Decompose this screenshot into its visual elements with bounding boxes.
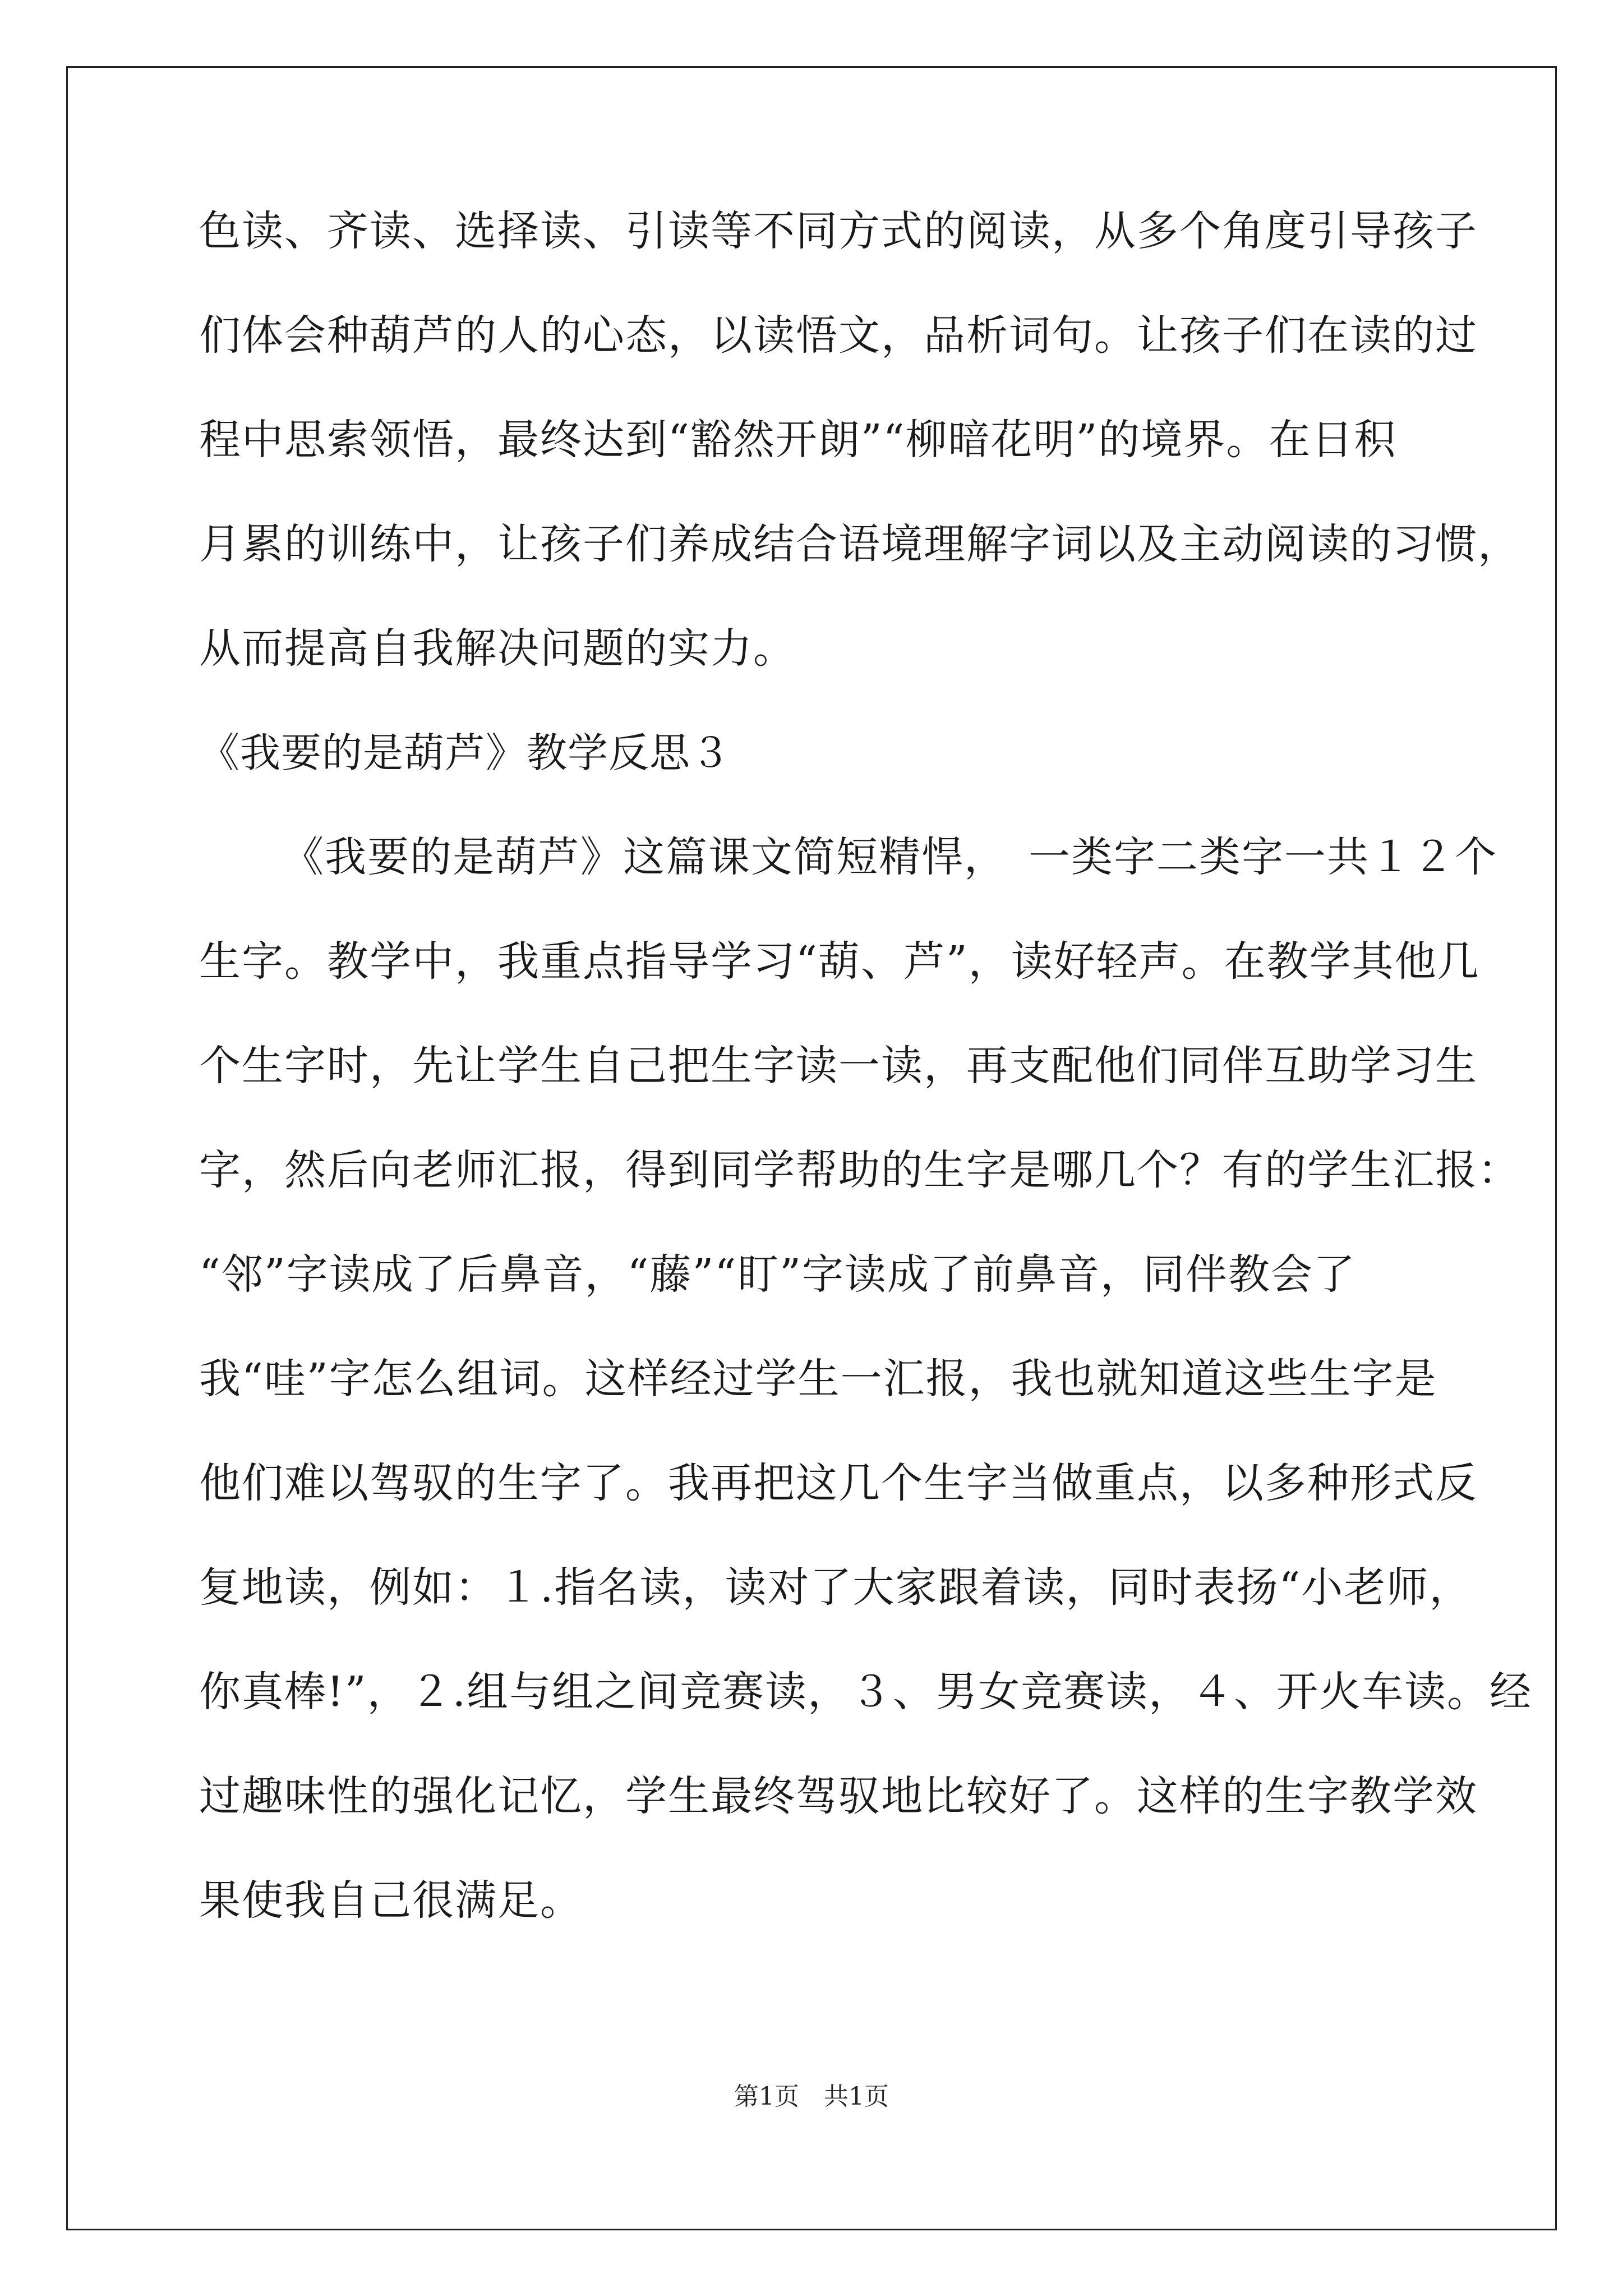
paragraph-line: 从而提高自我解决问题的实力。 — [199, 624, 796, 673]
paragraph-line: 他们难以驾驭的生字了。我再把这几个生字当做重点，以多种形式反 — [199, 1459, 1478, 1507]
paragraph-line: 月累的训练中，让孩子们养成结合语境理解字词以及主动阅读的习惯， — [199, 520, 1520, 568]
paragraph-line: 我“哇”字怎么组词。这样经过学生一汇报，我也就知道这些生字是 — [199, 1355, 1437, 1403]
paragraph-line: 色读、齐读、选择读、引读等不同方式的阅读，从多个角度引导孩子 — [199, 207, 1478, 255]
page-number-footer: 第1页 共1页 — [734, 2082, 889, 2111]
paragraph-line: 复地读，例如：１.指名读，读对了大家跟着读，同时表扬“小老师， — [199, 1563, 1472, 1612]
section-heading: 《我要的是葫芦》教学反思３ — [199, 729, 732, 776]
paragraph-line: 程中思索领悟，最终达到“豁然开朗”“柳暗花明”的境界。在日积 — [199, 416, 1397, 464]
paragraph-line: 你真棒!”，２.组与组之间竞赛读，３、男女竞赛读，４、开火车读。经 — [199, 1668, 1533, 1716]
paragraph-line: “邻”字读成了后鼻音，“藤”“盯”字读成了前鼻音，同伴教会了 — [199, 1250, 1356, 1299]
paragraph-line: 过趣味性的强化记忆，学生最终驾驭地比较好了。这样的生字教学效 — [199, 1772, 1478, 1820]
paragraph-line: 果使我自己很满足。 — [199, 1876, 583, 1925]
paragraph-line: 生字。教学中，我重点指导学习“葫、芦”，读好轻声。在教学其他几 — [199, 937, 1480, 986]
paragraph-line: 字，然后向老师汇报，得到同学帮助的生字是哪几个？有的学生汇报： — [199, 1146, 1520, 1194]
paragraph-line: 个生字时，先让学生自己把生字读一读，再支配他们同伴互助学习生 — [199, 1042, 1478, 1090]
paragraph-line: 《我要的是葫芦》这篇课文简短精悍， 一类字二类字一共１２个 — [282, 833, 1497, 881]
paragraph-line: 们体会种葫芦的人的心态，以读悟文，品析词句。让孩子们在读的过 — [199, 311, 1478, 360]
